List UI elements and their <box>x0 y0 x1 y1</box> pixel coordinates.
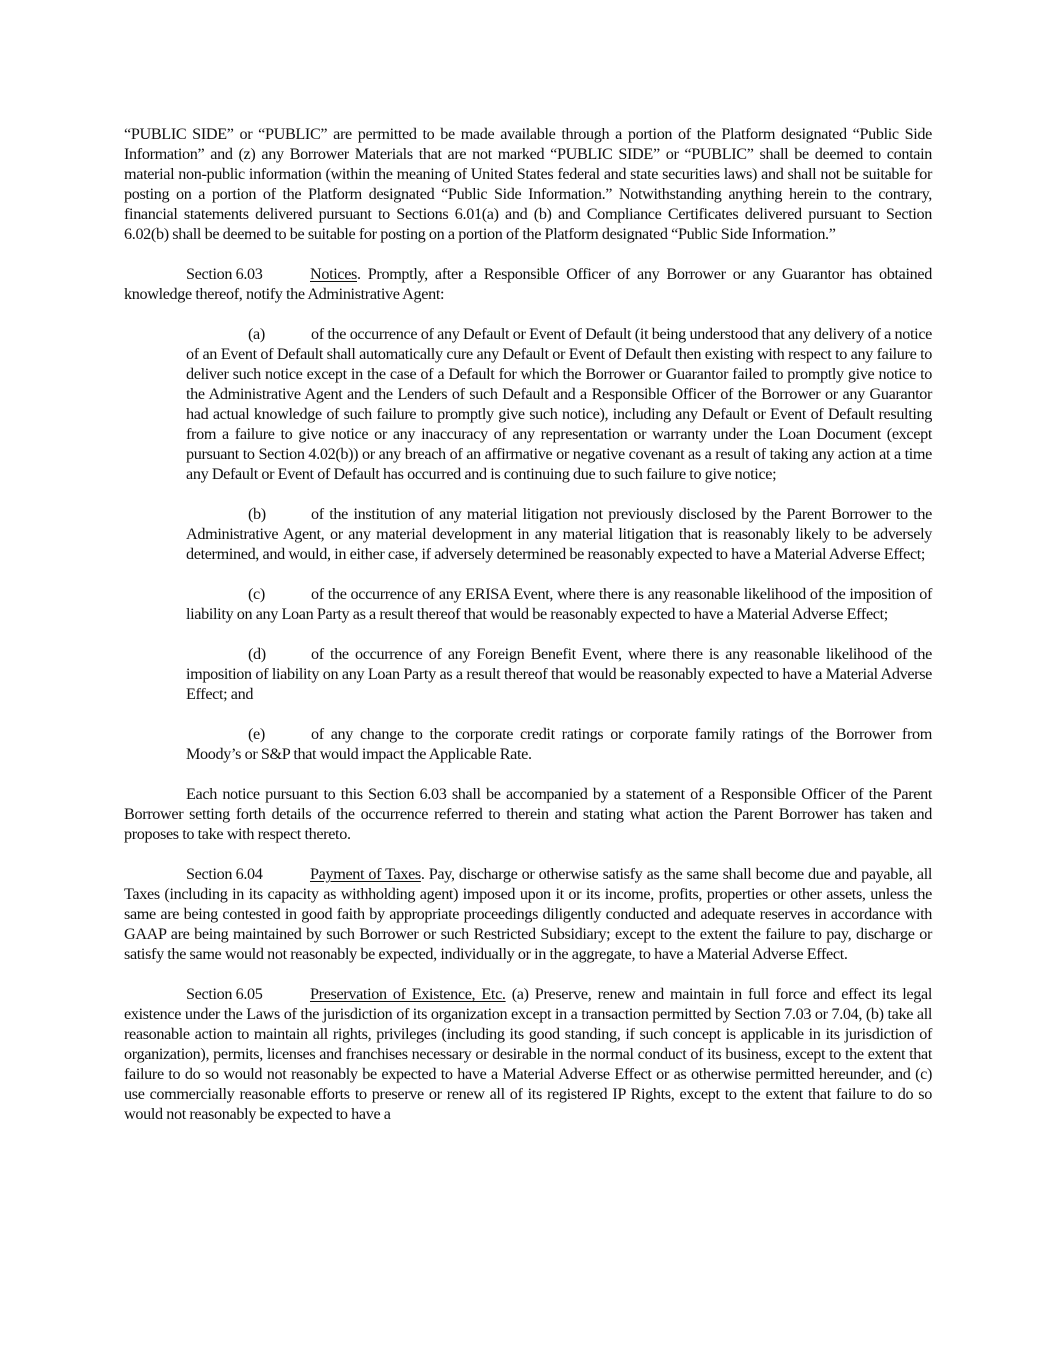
list-item-text: of the occurrence of any Default or Event of Default (it being understood that any delivery of a notice of an Event of Default shall automatically cure any Default or Event of Default then existing with respect to any failure to deliver such notice except in the case of a Default for which the Borrower or Guarantor failed to promptly give notice to the Administrative Agent and the Lenders of such Default and a Responsible Officer of the Borrower or any Guarantor had actual knowledge of such failure to promptly give such notice), including any Default or Event of Default resulting from a failure to give notice or any inaccuracy of any representation or warranty under the Loan Document (except pursuant to Section 4.02(b)) or any breach of an affirmative or negative covenant as a result of taking any action at a time any Default or Event of Default has occurred and is continuing due to such failure to give notice; <box>186 325 932 483</box>
list-item-a <box>186 324 932 484</box>
list-item-text: of the occurrence of any Foreign Benefit Event, where there is any reasonable likelihood of the imposition of liability on any Loan Party as a result thereof that would be reasonably expected to have a Material Adverse Effect; and <box>186 645 932 703</box>
section-intro: . Promptly, after a Responsible Officer of any Borrower or any Guarantor has obtained knowledge thereof, notify the Administrative Agent: <box>124 265 932 303</box>
list-item-label: (d) <box>248 645 266 663</box>
section-6-03-closing-paragraph: Each notice pursuant to this Section 6.03 shall be accompanied by a statement of a Responsible Officer of the Parent Borrower setting forth details of the occurrence referred to therein and stating what action the Parent Borrower has taken and proposes to take with respect thereto. <box>124 785 932 843</box>
list-item-b <box>186 504 932 564</box>
section-body: (a) Preserve, renew and maintain in full force and effect its legal existence under the Laws of the jurisdiction of its organization except in a transaction permitted by Section 7.03 or 7.04, (b) take all reasonable action to maintain all rights, privileges (including its good standing, if such concept is applicable in its jurisdiction of organization), permits, licenses and franchises necessary or desirable in the normal conduct of its business, except to the extent that failure to do so would not reasonably be expected to have a Material Adverse Effect or as otherwise permitted hereunder, and (c) use commercially reasonable efforts to preserve or renew all of its registered IP Rights, except to the extent that failure to do so would not reasonably be expected to have a <box>124 985 932 1123</box>
list-item-text: of the institution of any material litigation not previously disclosed by the Parent Borrower to the Administrative Agent, or any material development in any material litigation that is reasonably likely to be adversely determined, and would, in either case, if adversely determined be reasonably expected to have a Material Adverse Effect; <box>186 505 932 563</box>
section-6-05-paragraph <box>124 984 932 1124</box>
document-page <box>124 124 932 1124</box>
section-body: . Pay, discharge or otherwise satisfy as the same shall become due and payable, all Taxes (including in its capacity as withholding agent) imposed upon it or its income, profits, properties or other assets, unless the same are being contested in good faith by appropriate proceedings diligently conducted and adequate reserves in accordance with GAAP are being maintained by such Borrower or such Restricted Subsidiary; except to the extent the failure to pay, discharge or satisfy the same would not reasonably be expected, individually or in the aggregate, to have a Material Adverse Effect. <box>124 865 932 963</box>
section-number: Section 6.03 <box>186 265 263 283</box>
section-title: Payment of Taxes <box>310 865 421 883</box>
section-6-04-paragraph <box>124 864 932 964</box>
list-item-label: (c) <box>248 585 265 603</box>
list-item-d <box>186 644 932 704</box>
list-item-label: (e) <box>248 725 265 743</box>
section-title: Notices <box>310 265 357 283</box>
list-item-c <box>186 584 932 624</box>
section-number: Section 6.05 <box>186 985 263 1003</box>
list-item-label: (a) <box>248 325 265 343</box>
section-number: Section 6.04 <box>186 865 263 883</box>
list-item-text: of the occurrence of any ERISA Event, where there is any reasonable likelihood of the imposition of liability on any Loan Party as a result thereof that would be reasonably expected to have a Material Adverse Effect; <box>186 585 932 623</box>
list-item-e <box>186 724 932 764</box>
section-6-03-heading-paragraph <box>124 264 932 304</box>
opening-paragraph: “PUBLIC SIDE” or “PUBLIC” are permitted to be made available through a portion of the Platform designated “Public Side Information” and (z) any Borrower Materials that are not marked “PUBLIC SIDE” or “PUBLIC” shall be deemed to contain material non-public information (within the meaning of United States federal and state securities laws) and shall not be suitable for posting on a portion of the Platform designated “Public Side Information.” Notwithstanding anything herein to the contrary, financial statements delivered pursuant to Sections 6.01(a) and (b) and Compliance Certificates delivered pursuant to Section 6.02(b) shall be deemed to be suitable for posting on a portion of the Platform designated “Public Side Information.” <box>124 125 932 243</box>
section-title: Preservation of Existence, Etc. <box>310 985 506 1003</box>
list-item-label: (b) <box>248 505 266 523</box>
list-item-text: of any change to the corporate credit ratings or corporate family ratings of the Borrower from Moody’s or S&P that would impact the Applicable Rate. <box>186 725 932 763</box>
